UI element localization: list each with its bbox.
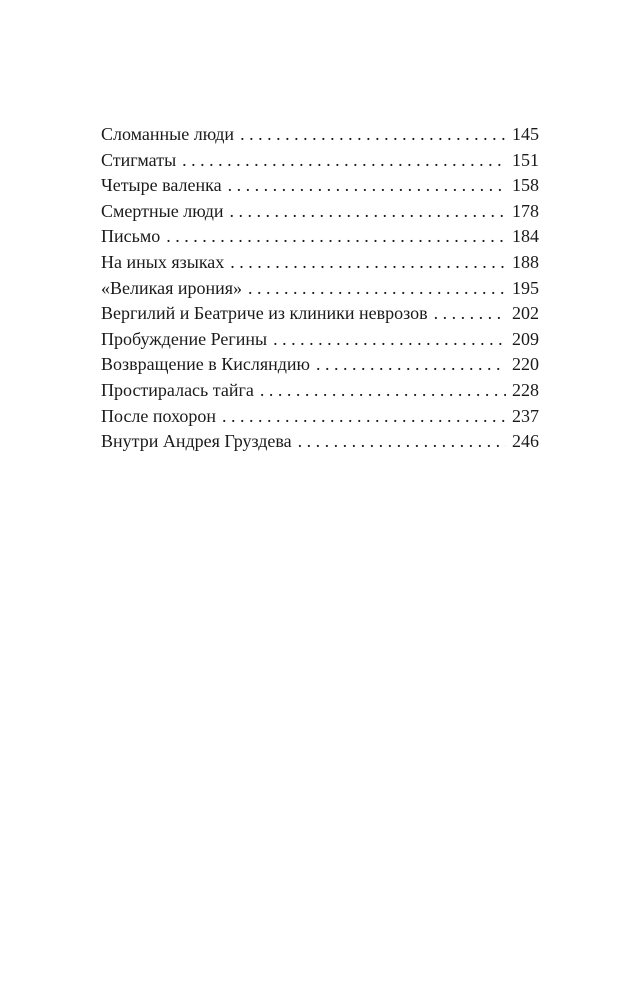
toc-dot-leader <box>230 250 506 276</box>
toc-entry-page: 178 <box>512 200 539 221</box>
toc-entry <box>101 122 539 148</box>
toc-dot-leader <box>240 122 506 148</box>
toc-dot-leader <box>260 378 506 404</box>
toc-entry-title: Внутри Андрея Груздева <box>101 431 292 452</box>
toc-entry-title: Возвращение в Кисляндию <box>101 354 310 375</box>
toc-entry-page: 184 <box>512 226 539 247</box>
toc-entry-title: Простиралась тайга <box>101 379 254 400</box>
toc-dot-leader <box>434 301 506 327</box>
toc-dot-leader <box>248 276 506 302</box>
toc-entry-page: 246 <box>512 431 539 452</box>
toc-dot-leader <box>273 327 506 353</box>
toc-entry <box>101 224 539 250</box>
toc-entry <box>101 250 539 276</box>
toc-entry-title: Вергилий и Беатриче из клиники неврозов <box>101 303 428 324</box>
toc-entry <box>101 429 539 455</box>
toc-entry-title: Письмо <box>101 226 161 247</box>
toc-entry <box>101 276 539 302</box>
toc-dot-leader <box>298 429 506 455</box>
toc-entry <box>101 148 539 174</box>
toc-dot-leader <box>166 224 506 250</box>
toc-entry <box>101 301 539 327</box>
toc-dot-leader <box>228 173 506 199</box>
toc-entry <box>101 199 539 225</box>
table-of-contents <box>101 122 539 455</box>
toc-entry-title: Четыре валенка <box>101 175 222 196</box>
toc-entry <box>101 327 539 353</box>
toc-entry-title: Сломанные люди <box>101 124 235 144</box>
toc-entry-title: После похорон <box>101 405 217 426</box>
toc-entry-page: 202 <box>512 303 539 324</box>
toc-entry-page: 237 <box>512 405 539 426</box>
toc-dot-leader <box>230 199 506 225</box>
toc-entry-title: Смертные люди <box>101 200 224 221</box>
toc-entry <box>101 352 539 378</box>
toc-entry-page: 228 <box>512 379 539 400</box>
toc-entry-page: 145 <box>512 124 539 144</box>
toc-entry-page: 188 <box>512 251 539 272</box>
toc-entry <box>101 173 539 199</box>
toc-dot-leader <box>316 352 506 378</box>
toc-entry-page: 209 <box>512 328 539 349</box>
toc-entry <box>101 378 539 404</box>
toc-entry <box>101 404 539 430</box>
toc-entry-page: 195 <box>512 277 539 298</box>
toc-entry-title: Пробуждение Регины <box>101 328 268 349</box>
toc-entry-page: 158 <box>512 175 539 196</box>
toc-entry-title: На иных языках <box>101 251 225 272</box>
toc-entry-title: Стигматы <box>101 149 177 170</box>
toc-entry-page: 151 <box>512 149 539 170</box>
toc-dot-leader <box>222 404 506 430</box>
toc-entry-title: «Великая ирония» <box>101 277 243 298</box>
toc-dot-leader <box>182 148 506 174</box>
toc-entry-page: 220 <box>512 354 539 375</box>
